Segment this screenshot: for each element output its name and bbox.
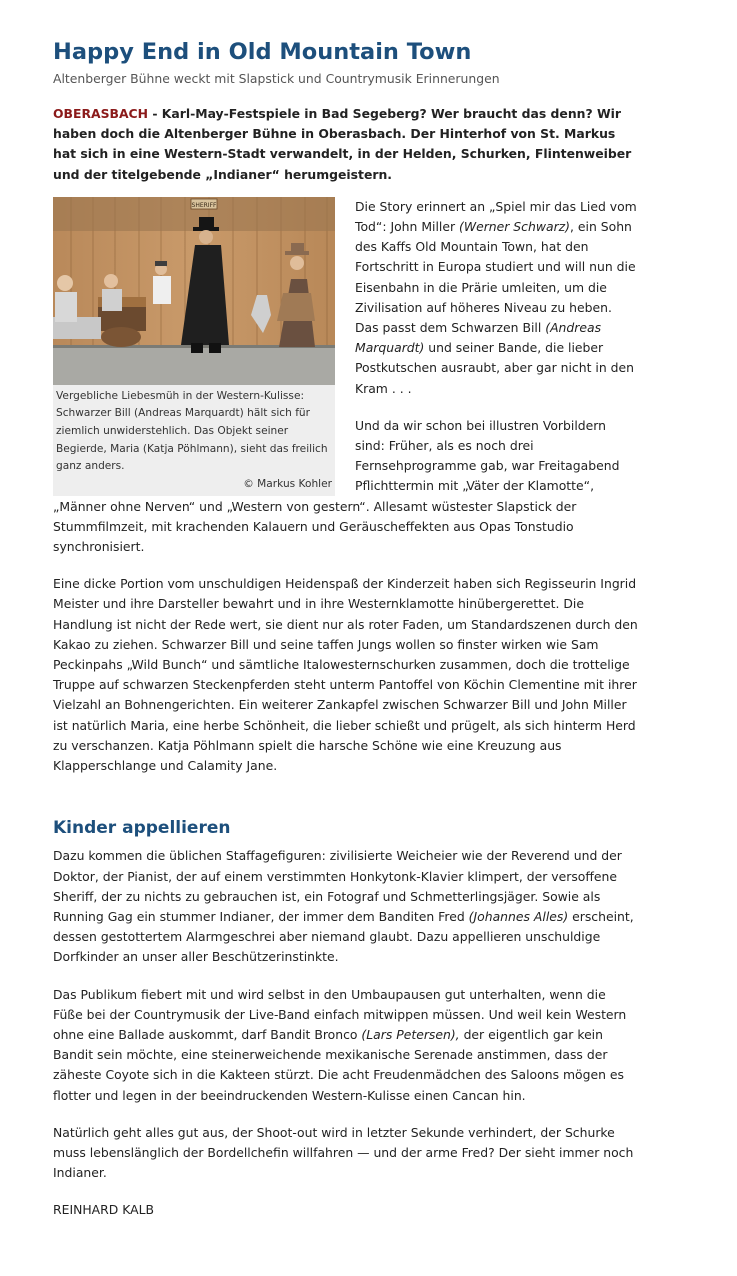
author-byline: REINHARD KALB: [53, 1202, 155, 1218]
paragraph-4: [53, 846, 639, 967]
paragraph-1-text-c: , ein Sohn des Kaffs Old Mountain Town, hat den Fortschritt in Europa studiert und will nun die Eisenbahn in die Prärie umleiten, um die Zivilisation auf höheres Niveau zu heben. Das passt dem Schwarzen Bill: [355, 219, 636, 336]
caption-credit: © Markus Kohler: [243, 477, 332, 490]
section-title: Kinder appellieren: [53, 818, 231, 839]
paragraph-1-text-e: und seiner Bande, die lieber Postkutschen ausraubt, aber gar nicht in den Kram . . .: [355, 340, 634, 396]
actor-werner-schwarz: (Werner Schwarz): [459, 219, 571, 235]
paragraph-4-text-c: erscheint, dessen gestottertem Alarmgeschrei aber niemand glaubt. Dazu appellieren unschuldige Dorfkinder an unser aller Beschützerinstinkte.: [53, 908, 634, 965]
paragraph-2: Und da wir schon bei illustren Vorbildern sind: Früher, als es noch drei Fernsehprogramme gab, war Freitagabend Pflichttermin mit „Väter der Klamotte“, „Männer ohne Nerven“ und „Western von gestern“. Allesamt wüstester Slapstick der Stummfilmzeit, mit krachenden Kalauern und Geräuscheffekten aus Opas Tonstudio synchronisiert.: [53, 417, 620, 555]
actor-lars-petersen: (Lars Petersen),: [361, 1026, 460, 1042]
paragraph-5-text-a: Das Publikum fiebert mit und wird selbst in den Umbaupausen gut unterhalten, wenn die Füße bei der Countrymusik der Live-Band einfach mitwippen müssen. Und weil kein Western ohne eine Ballade auskommt, darf Bandit Bronco: [53, 986, 627, 1042]
figure-caption: [53, 385, 335, 497]
sheriff-sign: SHERIFF: [191, 201, 217, 209]
paragraph-5-text-c: der eigentlich gar kein Bandit sein möchte, eine steinerweichende mexikanische Serenade anstimmen, dass der zäheste Coyote sich in die Kakteen stürzt. Die acht Freudenmädchen des Saloons mögen es flotter und legen in der beeindruckenden Western-Kulisse einen Cancan hin.: [53, 1026, 624, 1103]
paragraph-4-text-a: Dazu kommen die üblichen Staffagefiguren: zivilisierte Weicheier wie der Reverend und der Doktor, der Pianist, der auf einem verstimmten Honkytonk-Klavier klimpert, der versoffene Sheriff, der zu nichts zu gebrauchen ist, ein Fotograf und Schmetterlingsjäger. Sowie als Running Gag ein stummer Indianer, der immer dem Banditen Fred: [53, 848, 622, 924]
paragraph-5: [53, 985, 639, 1106]
article-subheadline: Altenberger Bühne weckt mit Slapstick und Countrymusik Erinnerungen: [53, 71, 500, 86]
dateline: OBERASBACH: [53, 106, 148, 121]
paragraph-1-text-a: Die Story erinnert an „Spiel mir das Lied vom Tod“: John Miller: [355, 198, 637, 235]
article-photo: [53, 197, 335, 385]
paragraph-3: Eine dicke Portion vom unschuldigen Heidenspaß der Kinderzeit haben sich Regisseurin Ingrid Meister und ihre Darsteller bewahrt und in ihre Westernklamotte hinübergerettet. Die Handlung ist nicht der Rede wert, sie dient nur als roter Faden, um Standardszenen durch den Kakao zu ziehen. Schwarzer Bill und seine taffen Jungs wollen so finster wirken wie Sam Peckinpahs „Wild Bunch“ und sämtliche Italowesternschurken zusammen, doch die trottelige Truppe auf schwarzen Steckenpferden steht unterm Pantoffel von Köchin Clementine mit ihrer Vielzahl an Bohnengerichten. Ein weiterer Zankapfel zwischen Schwarzer Bill und John Miller ist natürlich Maria, eine herbe Schönheit, die lieber schießt und prügelt, als sich hinterm Herd zu verschanzen. Katja Pöhlmann spielt die harsche Schöne wie eine Kreuzung aus Klapperschlange und Calamity Jane.: [53, 576, 638, 774]
article: [53, 36, 639, 1221]
article-headline: Happy End in Old Mountain Town: [53, 39, 472, 65]
article-lead: [53, 104, 639, 185]
article-figure: [53, 197, 335, 497]
actor-andreas-marquardt: (Andreas Marquardt): [355, 320, 602, 356]
lead-text: Karl-May-Festspiele in Bad Segeberg? Wer braucht das denn? Wir haben doch die Altenberger Bühne in Oberasbach. Der Hinterhof von St. Markus hat sich in eine Western-Stadt verwandelt, in der Helden, Schurken, Flintenweiber und der titelgebende „Indianer“ herumgeistern.: [53, 106, 632, 182]
paragraph-6: Natürlich geht alles gut aus, der Shoot-out wird in letzter Sekunde verhindert, der Schurke muss lebenslänglich der Bordellchefin willfahren — und der arme Fred? Der sieht immer noch Indianer.: [53, 1124, 634, 1181]
lead-separator: -: [148, 106, 162, 121]
caption-text: Vergebliche Liebesmüh in der Western-Kulisse: Schwarzer Bill (Andreas Marquardt) hält sich für ziemlich unwiderstehlich. Das Objekt seiner Begierde, Maria (Katja Pöhlmann), sieht das freilich ganz anders.: [56, 389, 328, 473]
actor-johannes-alles: (Johannes Alles): [468, 908, 569, 924]
article-body: [53, 197, 639, 1221]
